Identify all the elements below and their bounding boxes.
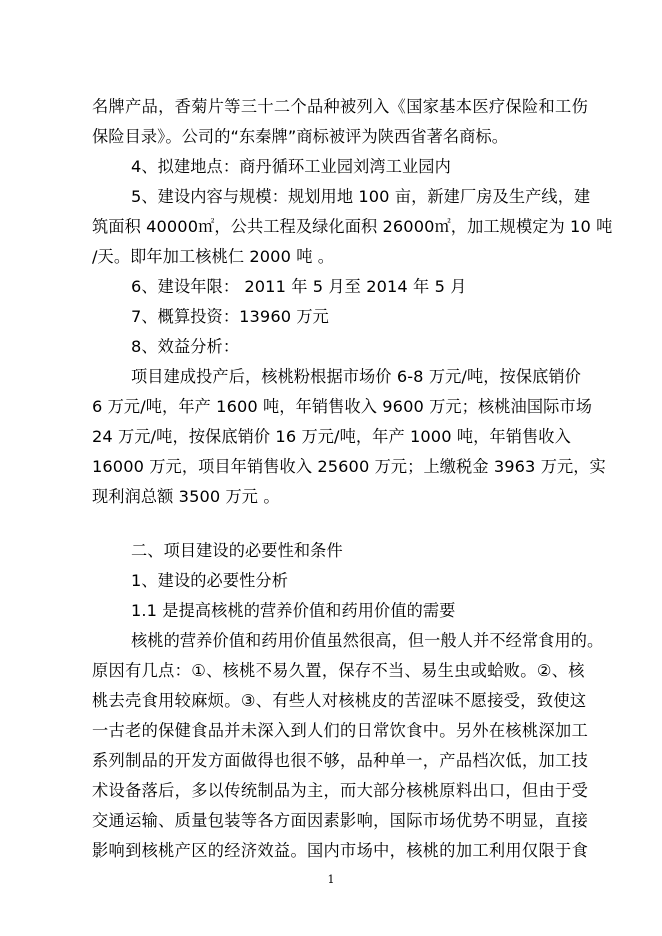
section-item-location: 4、拟建地点：商丹循环工业园刘湾工业园内	[131, 157, 451, 176]
body-text-line: 24 万元/吨，按保底销价 16 万元/吨，年产 1000 吨，年销售收入	[92, 427, 571, 446]
section-heading: 二、项目建设的必要性和条件	[131, 541, 343, 560]
body-text-line: 名牌产品，香菊片等三十二个品种被列入《国家基本医疗保险和工伤	[92, 97, 589, 116]
body-text-line: 术设备落后，多以传统制品为主，而大部分核桃原料出口，但由于受	[92, 781, 589, 800]
section-item-scope: 5、建设内容与规模：规划用地 100 亩，新建厂房及生产线，建	[131, 187, 591, 206]
body-text-line: 16000 万元，项目年销售收入 25600 万元；上缴税金 3963 万元，实	[92, 457, 606, 476]
body-text-line: 系列制品的开发方面做得也很不够，品种单一，产品档次低，加工技	[92, 751, 589, 770]
body-text-line: 交通运输、质量包装等各方面因素影响，国际市场优势不明显，直接	[92, 811, 589, 830]
body-text-line: 6 万元/吨，年产 1600 吨，年销售收入 9600 万元；核桃油国际市场	[92, 397, 592, 416]
body-text-line: 现利润总额 3500 万元 。	[92, 487, 280, 506]
body-text-line: 保险目录》。公司的“东秦牌”商标被评为陕西省著名商标。	[92, 127, 509, 146]
body-text-line: 桃去壳食用较麻烦。③、有些人对核桃皮的苦涩味不愿接受，致使这	[92, 691, 587, 710]
body-text-line: 项目建成投产后，核桃粉根据市场价 6-8 万元/吨，按保底销价	[131, 367, 581, 386]
subsection-heading: 1、建设的必要性分析	[131, 571, 288, 590]
section-item-period: 6、建设年限： 2011 年 5 月至 2014 年 5 月	[131, 277, 467, 296]
body-text-line: 核桃的营养价值和药用价值虽然很高，但一般人并不经常食用的。	[131, 631, 604, 650]
body-text-line: 原因有几点：①、核桃不易久置，保存不当、易生虫或蛤败。②、核	[92, 661, 585, 680]
body-text-line: /天。即年加工核桃仁 2000 吨 。	[92, 247, 335, 266]
body-text-line: 筑面积 40000㎡，公共工程及绿化面积 26000㎡，加工规模定为 10 吨	[92, 217, 613, 236]
section-item-benefit: 8、效益分析：	[131, 337, 240, 356]
body-text-line: 一古老的保健食品并未深入到人们的日常饮食中。另外在核桃深加工	[92, 721, 589, 740]
section-item-investment: 7、概算投资：13960 万元	[131, 307, 329, 326]
page-number: 1	[327, 873, 335, 886]
subsubsection-heading: 1.1 是提高核桃的营养价值和药用价值的需要	[131, 601, 456, 620]
body-text-line: 影响到核桃产区的经济效益。国内市场中，核桃的加工利用仅限于食	[92, 841, 589, 860]
